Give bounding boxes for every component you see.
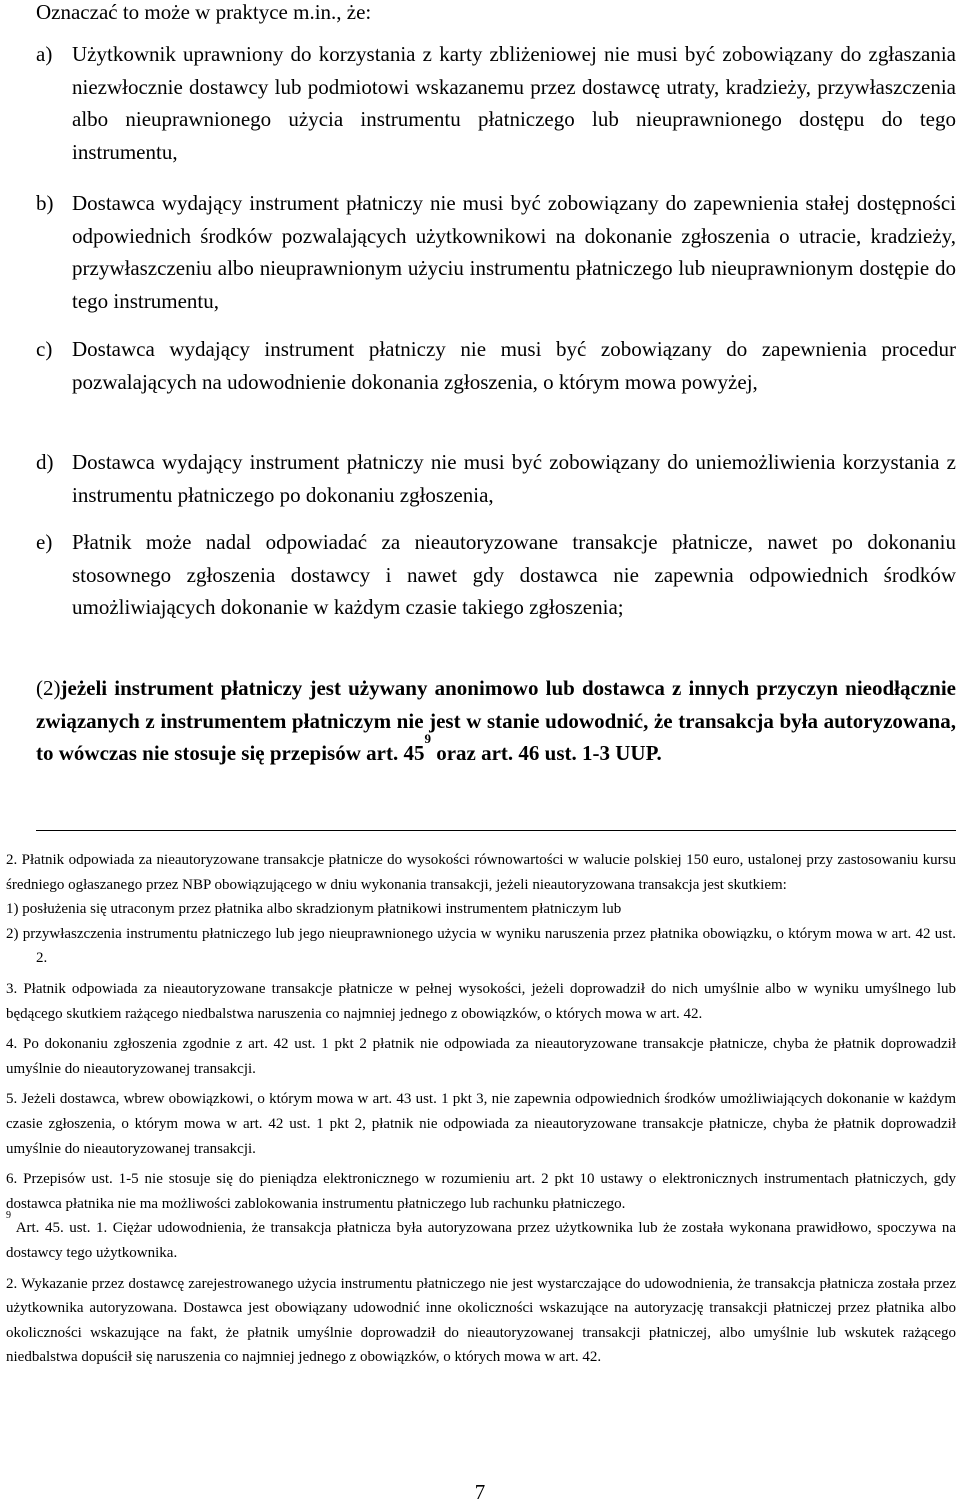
list-item-a	[36, 38, 956, 168]
footnote-separator	[36, 830, 956, 831]
paragraph-text-before: jeżeli instrument płatniczy jest używany anonimowo lub dostawca z innych przyczyn nieodłącznie związanych z instrumentem płatniczym nie jest w stanie udowodnić, że transakcja była autoryzowana, to wówczas nie stosuje się przepisów art. 45	[36, 676, 956, 765]
list-item-letter: e)	[36, 530, 53, 554]
footnote-2-point-1: 1) posłużenia się utraconym przez płatnika albo skradzionym płatnikowi instrumentem płatniczym lub	[6, 901, 622, 918]
list-item-letter: a)	[36, 42, 53, 66]
list-item-text: Użytkownik uprawniony do korzystania z karty zbliżeniowej nie musi być zobowiązany do zgłaszania niezwłocznie dostawcy lub podmiotowi wskazanemu przez dostawcę utraty, kradzieży, przywłaszczenia albo nieuprawnionego użycia instrumentu płatniczego lub nieuprawnionego dostępu do tego instrumentu,	[72, 42, 956, 164]
list-item-b	[36, 187, 956, 317]
footnote-2: 2. Płatnik odpowiada za nieautoryzowane transakcje płatnicze do wysokości równowartości w walucie polskiej 150 euro, ustalonej przy zastosowaniu kursu średniego ogłaszanego przez NBP obowiązującego w dniu wykonania transakcji, jeżeli nieautoryzowana transakcja jest skutkiem:	[6, 852, 956, 893]
footnote-reference: 9	[424, 731, 431, 746]
footnote-5: 5. Jeżeli dostawca, wbrew obowiązkowi, o którym mowa w art. 43 ust. 1 pkt 3, nie zapewnia odpowiednich środków umożliwiających dokonanie w każdym czasie zgłoszenia, o którym mowa w art. 42 ust. 1 pkt 2, płatnik nie odpowiada za nieautoryzowane transakcje płatnicze, chyba że płatnik doprowadził umyślnie do nieautoryzowanej transakcji.	[6, 1091, 956, 1157]
footnote-2-point-2: 2) przywłaszczenia instrumentu płatniczego lub jego nieuprawnionego użycia w wyniku naruszenia przez płatnika obowiązku, o którym mowa w art. 42 ust. 2.	[6, 925, 956, 967]
intro-line: Oznaczać to może w praktyce m.in., że:	[36, 0, 372, 24]
footnote-3: 3. Płatnik odpowiada za nieautoryzowane transakcje płatnicze w pełnej wysokości, jeżeli doprowadził do nich umyślnie albo w wyniku umyślnego lub będącego skutkiem rażącego niedbalstwa naruszenia co najmniej jednego z obowiązków, o których mowa w art. 42.	[6, 980, 956, 1022]
list-item-e	[36, 526, 956, 624]
footnote-9	[6, 1210, 956, 1265]
list-item-letter: d)	[36, 450, 54, 474]
list-item-text: Dostawca wydający instrument płatniczy nie musi być zobowiązany do zapewnienia procedur pozwalających na udowodnienie dokonania zgłoszenia, o którym mowa powyżej,	[72, 337, 956, 394]
footnote-9-marker: 9	[6, 1210, 11, 1222]
list-item-c	[36, 333, 956, 398]
paragraph-2-text	[36, 672, 956, 770]
footnotes-block	[6, 848, 956, 1370]
list-item-text: Płatnik może nadal odpowiadać za nieautoryzowane transakcje płatnicze, nawet po dokonaniu stosownego zgłoszenia dostawcy i nawet gdy dostawca nie zapewnia odpowiednich środków umożliwiających dokonanie w każdym czasie takiego zgłoszenia;	[72, 530, 956, 619]
footnote-6: 6. Przepisów ust. 1-5 nie stosuje się do pieniądza elektronicznego w rozumieniu art. 2 pkt 10 ustawy o elektronicznych instrumentach płatniczych, gdy dostawca płatnika nie ma możliwości zablokowania instrumentu płatniczego lub rachunku płatniczego.	[6, 1171, 956, 1212]
list-item-text: Dostawca wydający instrument płatniczy nie musi być zobowiązany do uniemożliwienia korzystania z instrumentu płatniczego po dokonaniu zgłoszenia,	[72, 450, 956, 507]
paragraph-2	[36, 672, 956, 770]
paragraph-text-after: oraz art. 46 ust. 1-3 UUP.	[430, 741, 662, 765]
page-number: 7	[474, 1480, 486, 1504]
paragraph-number: (2)	[36, 676, 61, 700]
footnote-4: 4. Po dokonaniu zgłoszenia zgodnie z art. 42 ust. 1 pkt 2 płatnik nie odpowiada za nieautoryzowane transakcje płatnicze, chyba że płatnik doprowadził umyślnie do nieautoryzowanej transakcji.	[6, 1036, 956, 1077]
list-item-text: Dostawca wydający instrument płatniczy nie musi być zobowiązany do zapewnienia stałej dostępności odpowiednich środków pozwalających użytkownikowi na dokonanie zgłoszenia o utracie, kradzieży, przywłaszczeniu albo nieuprawnionym użyciu instrumentu płatniczego lub nieuprawnionym dostępie do tego instrumentu,	[72, 191, 956, 313]
footnote-9-point-2: 2. Wykazanie przez dostawcę zarejestrowanego użycia instrumentu płatniczego nie jest wystarczające do udowodnienia, że transakcja płatnicza została przez użytkownika autoryzowana. Dostawca jest obowiązany udowodnić inne okoliczności wskazujące na autoryzację transakcji płatniczej przez płatnika albo okoliczności wskazujące na fakt, że płatnik umyślnie doprowadził do nieautoryzowanej transakcji płatniczej, albo umyślnie lub wskutek rażącego niedbalstwa dopuścił się naruszenia co najmniej jednego z obowiązków, o których mowa w art. 42.	[6, 1275, 956, 1366]
list-item-letter: b)	[36, 191, 54, 215]
list-item-d	[36, 446, 956, 511]
footnote-9-text: Art. 45. ust. 1. Ciężar udowodnienia, że transakcja płatnicza była autoryzowana przez użytkownika lub że została wykonana prawidłowo, spoczywa na dostawcy tego użytkownika.	[6, 1220, 956, 1261]
list-item-letter: c)	[36, 337, 53, 361]
